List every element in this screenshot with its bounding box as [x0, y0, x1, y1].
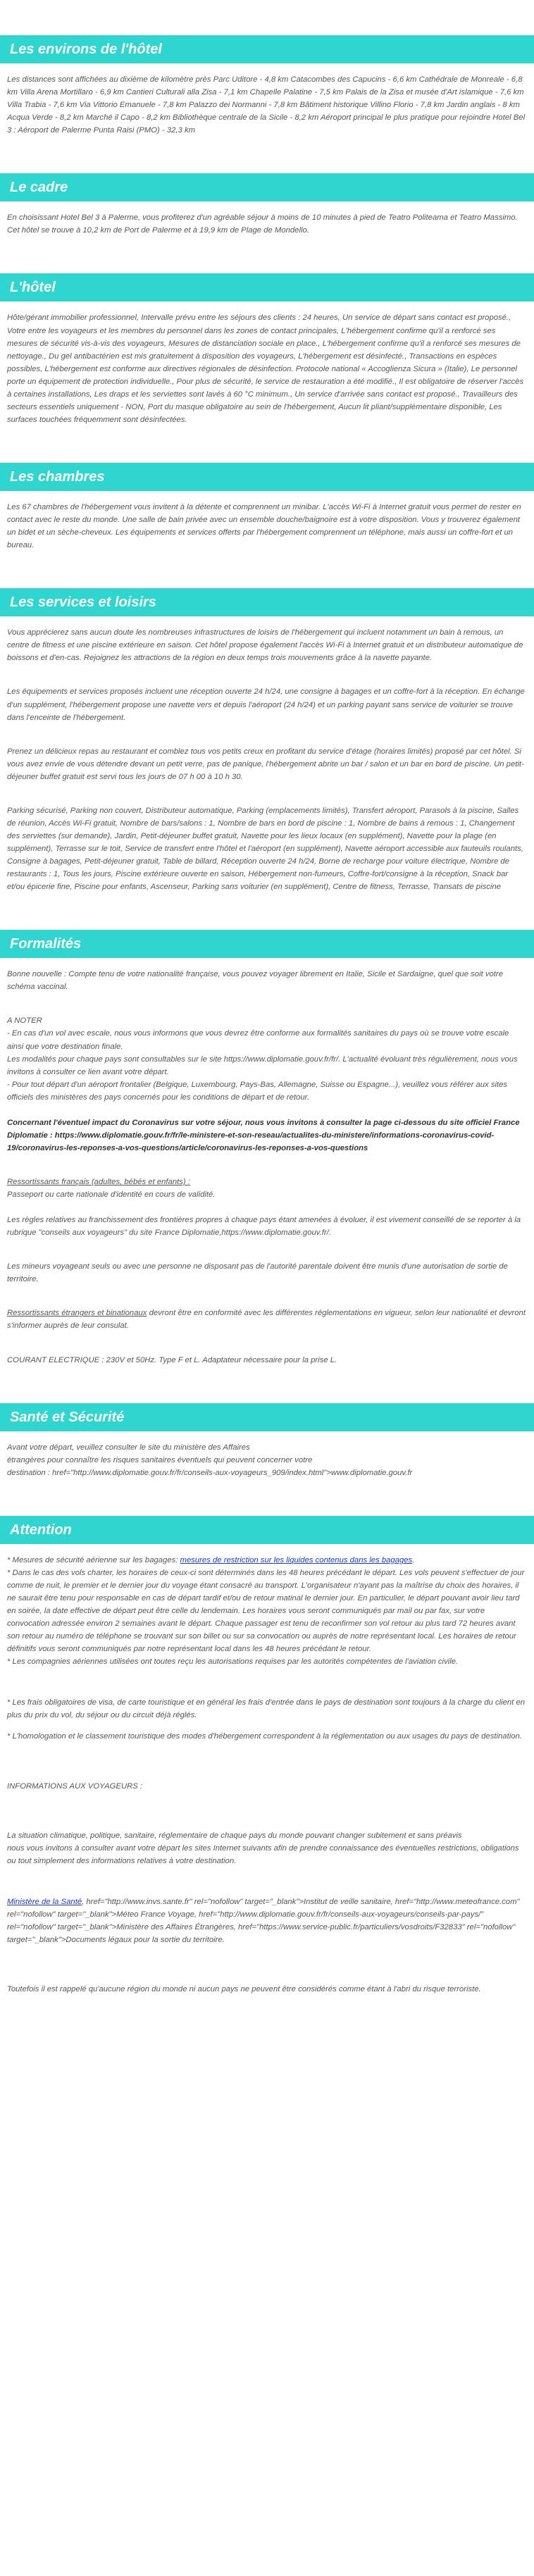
section-services	[0, 588, 534, 893]
chambres-text: Les 67 chambres de l'hébergement vous invitent à la détente et comprennent un minibar. L'accès Wi-Fi à Internet gratuit vous permet de rester en contact avec le reste du monde. Une salle de bain privée avec un ensemble douche/baignoire est à votre disposition. Vous y trouverez également un bidet et un sèche-cheveux. Les équipements et services offerts par l'hébergement comprennent un téléphone, mais aussi un coffre-fort et un bureau.	[7, 503, 521, 550]
section-title-attention: Attention	[0, 1516, 534, 1544]
section-sante	[0, 1403, 534, 1479]
section-title-services: Les services et loisirs	[0, 588, 534, 616]
regles-frontieres: Les règles relatives au franchissement des frontières propres à chaque pays étant amenées à évoluer, il est vivement conseillé de se reporter à la rubrique "conseils aux voyageurs" du site France Diplomatie,https://www.diplomatie.gouv.fr/.	[7, 1216, 521, 1238]
info-voyageurs-line: La situation climatique, politique, sanitaire, réglementaire de chaque pays du monde pouvant changer subitement et sans préavis	[7, 1831, 462, 1840]
mineurs-text: Les mineurs voyageant seuls ou avec une personne ne disposant pas de l'autorité parentale doivent être munis d'une autorisation de sortie de territoire.	[7, 1262, 508, 1284]
formalites-intro: Bonne nouvelle : Compte tenu de votre nationalité française, vous pouvez voyager librement en Italie, Sicile et Sardaigne, quel que soit votre schéma vaccinal.	[7, 970, 503, 992]
ressortissants-francais-title: Ressortissants français (adultes, bébés et enfants) :	[7, 1178, 190, 1186]
note-heading: A NOTER	[7, 1016, 42, 1026]
section-cadre	[0, 173, 534, 237]
charter-notice: * Dans le cas des vols charter, les horaires de ceux-ci sont déterminés dans les 48 heures précédant le départ. Les vols peuvent s'effectuer de jour comme de nuit, le premier et le dernier jour du voyage étant consacré au transport. L'organisateur n'ayant pas la maîtrise du choix des horaires, il ne saurait être tenu pour responsable en cas de départ tardif et/ou de retour matinal le dernier jour. En particulier, le départ pouvant avoir lieu tard en soirée, la date effective de départ peut être celle du lendemain. Les horaires vous seront communiqués par mail ou par fax, sur votre convocation adressée environ 2 semaines avant le départ. Chaque passager est tenu de reconfirmer son vol retour au plus tard 72 heures avant son retour au numéro de téléphone se trouvant sur son billet ou sur sa convocation ou auprès de notre représentant local. Les horaires de retour définitifs vous seront communiqués par notre représentant local dans les 48 heures précédant le retour.	[7, 1568, 525, 1654]
section-environs	[0, 35, 534, 137]
ministeres-links-text: , href="http://www.invs.sante.fr" rel="nofollow" target="_blank">Institut de veille sanitaire, href="http://www.meteofrance.com" rel="nofollow" target="_blank">Méteo France Voyage, href="http://www.diplomatie.gouv.fr/fr/conseils-aux-voyageurs/conseils-par-pays/" rel="nofollow" target="_blank">Ministère des Affaires Étrangères, href="https://www.service-public.fr/particuliers/vosdroits/F32833" rel="nofollow" target="_blank">Documents légaux pour la sortie du territoire.	[7, 1897, 520, 1944]
section-title-environs: Les environs de l'hôtel	[0, 35, 534, 63]
section-title-chambres: Les chambres	[0, 463, 534, 491]
liquides-restriction-link[interactable]: mesures de restriction sur les liquides contenus dans les bagages	[180, 1555, 413, 1564]
covid-notice: Concernant l'éventuel impact du Coronavirus sur votre séjour, nous vous invitons à consulter la page ci-dessous du site officiel France Diplomatie : https://www.diplomatie.gouv.fr/fr/le-ministere-et-son-reseau/actualites-du-ministere/informations-coronavirus-covid-19/coronavirus-les-reponses-a-vos-questions/article/coronavirus-les-reponses-a-vos-questions	[7, 1118, 520, 1152]
ressortissants-etrangers-text: devront être en conformité avec les différentes réglementations en vigueur, selon leur nationalité et devront s'informer auprès de leur consulat.	[7, 1309, 526, 1331]
courant-electrique: COURANT ELECTRIQUE : 230V et 50Hz. Type F et L. Adaptateur nécessaire pour la prise L.	[7, 1355, 337, 1364]
section-title-sante: Santé et Sécurité	[0, 1403, 534, 1431]
hotel-text: Hôte/gérant immobilier professionnel, Intervalle prévu entre les séjours des clients : 24 heures, Un service de départ sans contact est proposé., Votre entre les voyageurs et les membres du personnel dans les zones de contact principales, L'hébergement confirme qu'il a renforcé ses mesures de sécurité vis-à-vis des voyageurs, Mesures de distanciation sociale en place., L'hébergement confirme qu'il a renforcé ses mesures de nettoyage., Du gel antibactérien est mis gratuitement à disposition des voyageurs, L'hébergement est désinfecté., Transactions en espèces possibles, L'hébergement est conforme aux directives régionales de désinfection. Protocole national « Accoglienza Sicura » (Italie), Le personnel porte un équipement de protection individuelle., Pour plus de sécurité, le service de restauration a été modifié., Il est obligatoire de réserver l'accès à certaines installations, Les draps et les serviettes sont lavés à 60 °C minimum., Un service d'arrivée sans contact est proposé., Travailleurs des secteurs essentiels uniquement - NON, Port du masque obligatoire au sein de l'hébergement, Aucun lit pliant/supplémentaire disponible, Les surfaces touchées fréquemment sont désinfectées.	[7, 313, 524, 424]
visa-notice: * Les frais obligatoires de visa, de carte touristique et en général les frais d'entrée dans le pays de destination sont toujours à la charge du client en plus du prix du vol, du séjour ou du circuit déjà réglés.	[7, 1698, 526, 1720]
note-line: - En cas d'un vol avec escale, nous vous informons que vous devrez être conforme aux formalités sanitaires du pays où se trouve votre escale ainsi que votre destination finale.	[7, 1029, 509, 1051]
info-voyageurs-title: INFORMATIONS AUX VOYAGEURS :	[7, 1781, 143, 1791]
sante-line: Avant votre départ, veuillez consulter le site du ministère des Affaires	[7, 1443, 250, 1452]
section-formalites	[0, 930, 534, 1366]
section-chambres	[0, 463, 534, 552]
section-hotel	[0, 273, 534, 426]
section-title-cadre: Le cadre	[0, 173, 534, 201]
note-line: - Pour tout départ d'un aéroport frontalier (Belgique, Luxembourg, Pays-Bas, Allemagne, Suisse ou Espagne...), veuillez vous référer aux sites officiels des ministères des pays concernés pour les conditions de départ et de retour.	[7, 1080, 508, 1102]
ministere-sante-link[interactable]: Ministère de la Santé	[7, 1897, 82, 1906]
services-paragraph: Vous apprécierez sans aucun doute les nombreuses infrastructures de loisirs de l'hébergement qui incluent notamment un bain à remous, un centre de fitness et une piscine extérieure en saison. Cet hôtel propose également l'accès Wi-Fi à Internet gratuit et un distributeur automatique de boissons et d'en-cas. Rejoignez les attractions de la région en deux temps trois mouvements grâce à la navette payante.	[7, 628, 523, 663]
info-voyageurs-line: nous vous invitons à consulter avant votre départ les sites Internet suivants afin de prendre connaissance des éventuelles restrictions, obligations ou tout simplement des informations relatives à votre destination.	[7, 1843, 519, 1865]
services-paragraph: Prenez un délicieux repas au restaurant et comblez tous vos petits creux en profitant du service d'étage (horaires limités) proposé par cet hôtel. Si vous avez envie de vous détendre devant un petit verre, pas de panique, l'hébergement abrite un bar / salon et un bar en bord de piscine. Un petit-déjeuner buffet gratuit est servi tous les jours de 07 h 00 à 10 h 30.	[7, 747, 524, 781]
sante-line: destination : href="http://www.diplomatie.gouv.fr/fr/conseils-aux-voyageurs_909/index.html">www.diplomatie.gouv.fr	[7, 1468, 413, 1477]
services-paragraph: Les équipements et services proposés incluent une réception ouverte 24 h/24, une consigne à bagages et un coffre-fort à la réception. En échange d'un supplément, l'hébergement propose une navette vers et depuis l'aéroport (24 h/24) et un parking payant sans service de voiturier se trouve dans l'enceinte de l'hébergement.	[7, 687, 525, 722]
sante-line: étrangères pour connaître les risques sanitaires éventuels qui peuvent concerner votre	[7, 1455, 313, 1464]
homologation-notice: * L'homologation et le classement touristique des modes d'hébergement correspondent à la réglementation ou aux usages du pays de destination.	[7, 1732, 522, 1741]
section-title-hotel: L'hôtel	[0, 273, 534, 301]
ressortissants-francais-text: Passeport ou carte nationale d'identité en cours de validité.	[7, 1190, 216, 1200]
services-list: Parking sécurisé, Parking non couvert, Distributeur automatique, Parking (emplacements limités), Transfert aéroport, Parasols à la piscine, Salles de réunion, Accès Wi-Fi gratuit, Nombre de bars/salons : 1, Nombre de bars en bord de piscine : 1, Nombre de bains à remous : 1, Changement des serviettes (sur demande), Jardin, Petit-déjeuner buffet gratuit, Navette pour les lieux locaux (en supplément), Navette pour la plage (en supplément), Terrasse sur le toit, Service de transfert entre l'hôtel et l'aéroport (en supplément), Navette aéroport accessible aux fauteuils roulants, Consigne à bagages, Petit-déjeuner gratuit, Table de billard, Réception ouverte 24 h/24, Borne de recharge pour voiture électrique, Nombre de restaurants : 1, Tous les jours, Piscine extérieure ouverte en saison, Hébergement non-fumeurs, Coffre-fort/consigne à la réception, Snack bar et/ou épicerie fine, Piscine pour enfants, Ascenseur, Parking sans voiturier (en supplément), Centre de fitness, Terrasse, Transats de piscine	[7, 806, 523, 892]
environs-text: Les distances sont affichées au dixième de kilomètre près Parc Uditore - 4,8 km Catacombes des Capucins - 6,6 km Cathédrale de Monreale - 6,8 km Villa Arena Mortillaro - 6,9 km Cantieri Culturali alla Zisa - 7,1 km Chapelle Palatine - 7,5 km Palais de la Zisa et musée d'Art islamique - 7,6 km Villa Trabia - 7,6 km Via Vittorio Emanuele - 7,8 km Palazzo dei Normanni - 7,8 km Bâtiment historique Villino Florio - 7,8 km Jardin anglais - 8 km Acqua Verde - 8,2 km Marché il Capo - 8,2 km Bibliothèque centrale de la Sicile - 8,2 km Aéroport principal le plus pratique pour rejoindre Hotel Bel 3 : Aéroport de Palerme Punta Raisi (PMO) - 32,3 km	[7, 75, 526, 135]
compagnies-notice: * Les compagnies aériennes utilisées ont toutes reçu les autorisations requises par les autorités compétentes de l'aviation civile.	[7, 1657, 459, 1667]
cadre-text: En choisissant Hotel Bel 3 à Palerme, vous profiterez d'un agréable séjour à moins de 10 minutes à pied de Teatro Politeama et Teatro Massimo. Cet hôtel se trouve à 10,2 km de Port de Palerme et à 19,9 km de Plage de Mondello.	[7, 213, 518, 235]
ressortissants-etrangers-title: Ressortissants étrangers et binationaux	[7, 1309, 147, 1318]
note-line: Les modalités pour chaque pays sont consultables sur le site https://www.diplomatie.gouv.fr/fr/. L'actualité évoluant très régulièrement, nous vous invitons à consulter ce lien avant votre départ.	[7, 1054, 518, 1076]
section-attention	[0, 1516, 534, 1996]
terrorisme-notice: Toutefois il est rappelé qu'aucune région du monde ni aucun pays ne peuvent être considérés comme étant à l'abri du risque terroriste.	[7, 1985, 481, 1993]
bagages-notice: * Mesures de sécurité aérienne sur les bagages: mesures de restriction sur les liquides contenus dans les bagages.	[7, 1555, 415, 1564]
section-title-formalites: Formalités	[0, 930, 534, 958]
